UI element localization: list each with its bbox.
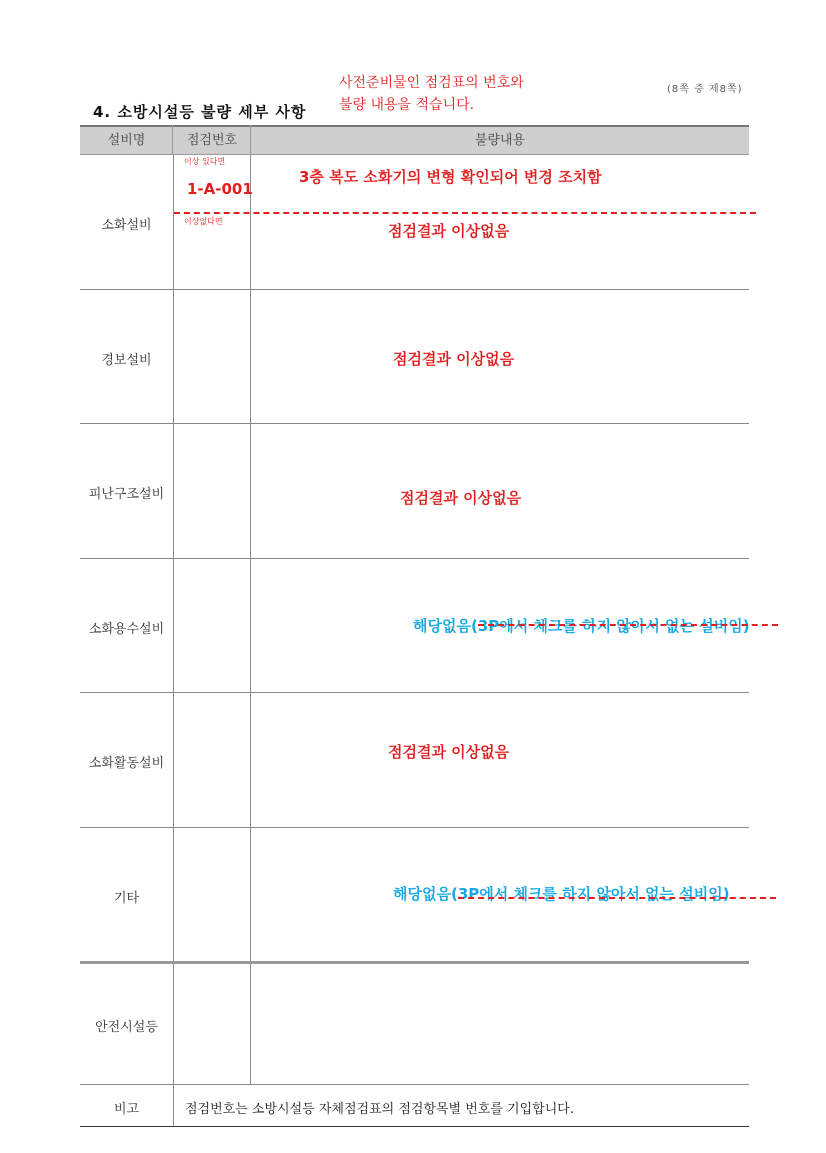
inspection-code: 1-A-001 <box>187 180 253 198</box>
row-label-fire-extinguishing: 소화설비 <box>101 218 152 233</box>
row-separator <box>80 289 749 290</box>
table-bottom-border <box>80 1126 749 1127</box>
row-label-safety-facilities: 안전시설등 <box>95 1020 158 1035</box>
annotation-top-line-1: 사전준비물인 점검표의 번호와 <box>339 75 524 91</box>
header-divider <box>250 125 251 154</box>
header-defect-details: 불량내용 <box>474 133 526 148</box>
row-separator-thick <box>80 961 749 964</box>
header-inspection-number: 점검번호 <box>186 133 238 148</box>
row-separator <box>80 558 749 559</box>
annotation-top <box>339 72 524 116</box>
row-label-alarm: 경보설비 <box>101 353 152 368</box>
evacuation-content: 점검결과 이상없음 <box>400 489 522 507</box>
if-no-issue-label: 이상없다면 <box>184 217 223 226</box>
col-divider-1 <box>173 155 174 1085</box>
row-label-firefighting-activity: 소화활동설비 <box>88 756 165 771</box>
section-title: 4. 소방시설등 불량 세부 사항 <box>93 103 307 121</box>
issue-text: 3층 복도 소화기의 변형 확인되어 변경 조치함 <box>299 168 602 186</box>
alarm-content: 점검결과 이상없음 <box>393 350 515 368</box>
dashed-divider <box>174 212 756 214</box>
firefighting-activity-content: 점검결과 이상없음 <box>388 743 510 761</box>
other-content: 해당없음(3P에서 체크를 하지 않아서 없는 설비임) <box>393 885 730 903</box>
row-separator <box>80 1084 749 1085</box>
water-supply-content: 해당없음(3P에서 체크를 하지 않아서 없는 설비임) <box>413 617 750 635</box>
row-label-evacuation: 피난구조설비 <box>88 487 165 502</box>
if-issue-label: 이상 있다면 <box>184 157 226 166</box>
no-issue-text: 점검결과 이상없음 <box>388 222 510 240</box>
row-separator <box>80 423 749 424</box>
header-divider <box>172 125 173 154</box>
remarks-text: 점검번호는 소방시설등 자체점검표의 점검항목별 번호를 기입합니다. <box>185 1102 574 1117</box>
strike-dashed-line <box>478 624 778 626</box>
col-divider-2 <box>250 155 251 1085</box>
annotation-top-line-2: 불량 내용을 적습니다. <box>339 97 475 113</box>
remarks-divider <box>173 1085 174 1127</box>
page-indicator: (8쪽 중 제8쪽) <box>667 84 743 95</box>
table-header <box>80 125 749 155</box>
row-label-other: 기타 <box>113 891 140 906</box>
header-equipment: 설비명 <box>107 133 146 148</box>
underline-dashed-line <box>458 897 776 899</box>
row-separator <box>80 827 749 828</box>
row-separator <box>80 692 749 693</box>
row-label-water-supply: 소화용수설비 <box>88 622 165 637</box>
remarks-label: 비고 <box>113 1102 140 1117</box>
